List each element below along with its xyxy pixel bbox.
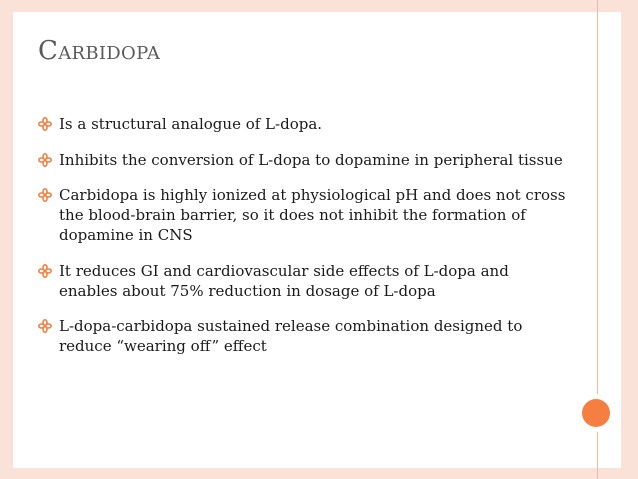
- quatrefoil-bullet-icon: [38, 188, 52, 202]
- slide-border-left: [0, 0, 13, 479]
- bullet-text: L-dopa-carbidopa sustained release combination designed to reduce “wearing off” effect: [59, 317, 523, 355]
- bullet-item: [38, 316, 568, 356]
- quatrefoil-bullet-icon: [38, 117, 52, 131]
- quatrefoil-bullet-icon: [38, 319, 52, 333]
- bullet-text: It reduces GI and cardiovascular side effects of L-dopa and enables about 75% reduction in dosage of L-dopa: [59, 261, 509, 300]
- slide-title: Carbidopa: [38, 36, 161, 66]
- bullet-item: [38, 114, 568, 134]
- slide-border-right: [621, 0, 638, 479]
- bullet-item: [38, 261, 568, 301]
- bullet-item: [38, 185, 568, 245]
- decorative-orange-circle: [582, 399, 610, 427]
- bullet-item: [38, 150, 568, 170]
- bullet-list: [38, 114, 568, 372]
- quatrefoil-bullet-icon: [38, 264, 52, 278]
- bullet-text: Inhibits the conversion of L-dopa to dopamine in peripheral tissue: [59, 150, 563, 169]
- slide-border-top: [13, 0, 621, 12]
- quatrefoil-bullet-icon: [38, 153, 52, 167]
- slide-border-bottom: [13, 468, 621, 479]
- bullet-text: Is a structural analogue of L-dopa.: [59, 115, 323, 133]
- bullet-text: Carbidopa is highly ionized at physiological pH and does not cross the blood-brain barrier, so it does not inhibit the formation of dopamine in CNS: [59, 186, 566, 244]
